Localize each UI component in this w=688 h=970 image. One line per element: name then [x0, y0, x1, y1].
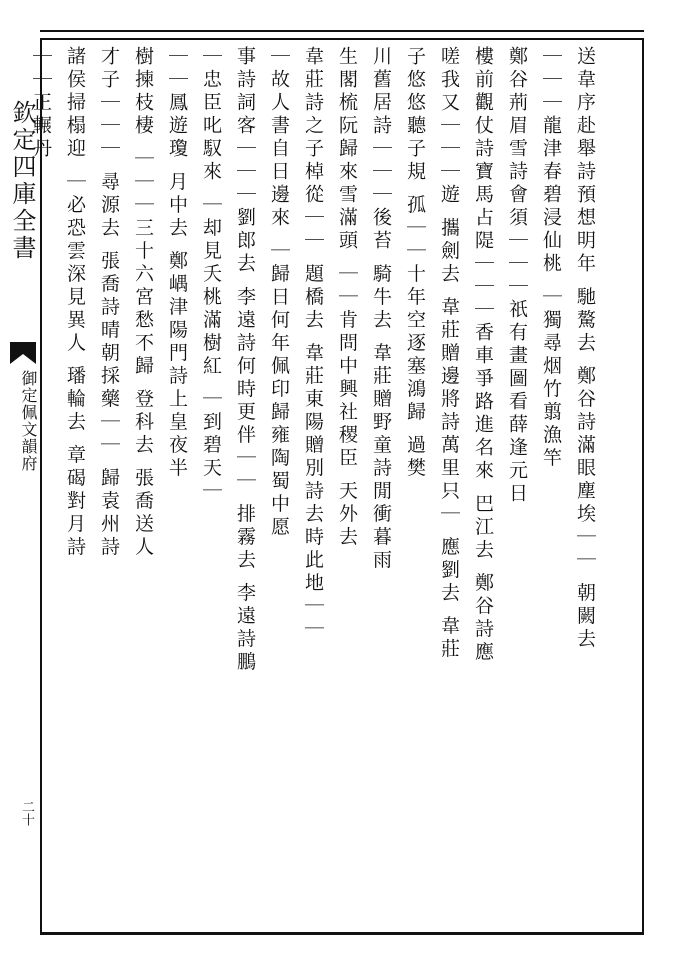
column-text: ｜｜｜龍津春碧浸仙桃 ｜獨尋烟竹翦漁竿 — [540, 46, 562, 471]
text-column — [94, 46, 130, 926]
text-column — [298, 46, 334, 926]
text-column — [536, 46, 572, 926]
column-text: 嗟我又｜｜｜遊 攜劍去 韋莊贈邊將詩萬里只｜ 應劉去 韋莊 — [438, 46, 460, 662]
text-column — [570, 46, 606, 926]
text-column — [128, 46, 164, 926]
text-column — [230, 46, 266, 926]
text-column — [502, 46, 538, 926]
column-text: 子悠悠聽子規 孤｜｜十年空逐塞鴻歸 過樊 — [404, 46, 426, 481]
column-text: 諸侯掃榻迎 ｜必恐雲深見異人 璠輪去 章碣對月詩 — [64, 46, 86, 560]
column-text: 送韋序赴舉詩預想明年 馳驁去 鄭谷詩滿眼塵埃｜｜ 朝闕去 — [574, 46, 596, 652]
top-rule — [40, 30, 644, 32]
text-column — [434, 46, 470, 926]
column-text: 事詩詞客｜｜｜劉郎去 李遠詩何時更伴｜｜ 排霧去 李遠詩鵬 — [234, 46, 256, 675]
text-column — [162, 46, 198, 926]
column-text: 樓前觀仗詩寶馬占隄｜｜｜香車爭路進名來 巴江去 鄭谷詩應 — [472, 46, 494, 665]
column-text: ｜｜鳳遊瓊 月中去 鄭嵎津陽門詩上皇夜半 — [166, 46, 188, 481]
text-column — [400, 46, 436, 926]
text-column — [264, 46, 300, 926]
column-text: 鄭谷荊眉雪詩會須｜｜｜祇有畫圖看薛逢元日 — [506, 46, 528, 506]
text-column — [196, 46, 232, 926]
text-column — [468, 46, 504, 926]
bottom-rule — [40, 932, 644, 935]
book-subtitle: 御定佩文韻府 — [19, 370, 38, 472]
column-text: ｜忠臣叱馭來 ｜却見夭桃滿樹紅 ｜到碧天｜ — [200, 46, 222, 504]
page-number: 二十 — [19, 800, 34, 826]
text-column — [366, 46, 402, 926]
text-column — [26, 46, 62, 926]
column-text: 韋莊詩之子棹從｜｜ 題橋去 韋莊東陽贈別詩去時此地｜｜ — [302, 46, 324, 642]
column-text: 才子｜｜｜ 尋源去 張喬詩晴朝採藥｜｜ 歸袁州詩 — [98, 46, 120, 560]
text-column — [60, 46, 96, 926]
column-text: 川舊居詩｜｜｜後苔 騎牛去 韋莊贈野童詩閒衝暮雨 — [370, 46, 392, 573]
column-text: ｜｜正輾丹 — [30, 46, 52, 161]
text-column — [332, 46, 368, 926]
column-text: 生閣梳阮歸來雪滿頭 ｜｜肯問中興社稷臣 天外去 — [336, 46, 358, 550]
column-text: ｜故人書自日邊來 ｜歸日何年佩印歸雍陶蜀中愿 — [268, 46, 290, 540]
column-text: 樹揀枝棲 ｜｜｜三十六宮愁不歸 登科去 張喬送人 — [132, 46, 154, 560]
book-title: 欽定四庫全書 — [8, 100, 36, 262]
